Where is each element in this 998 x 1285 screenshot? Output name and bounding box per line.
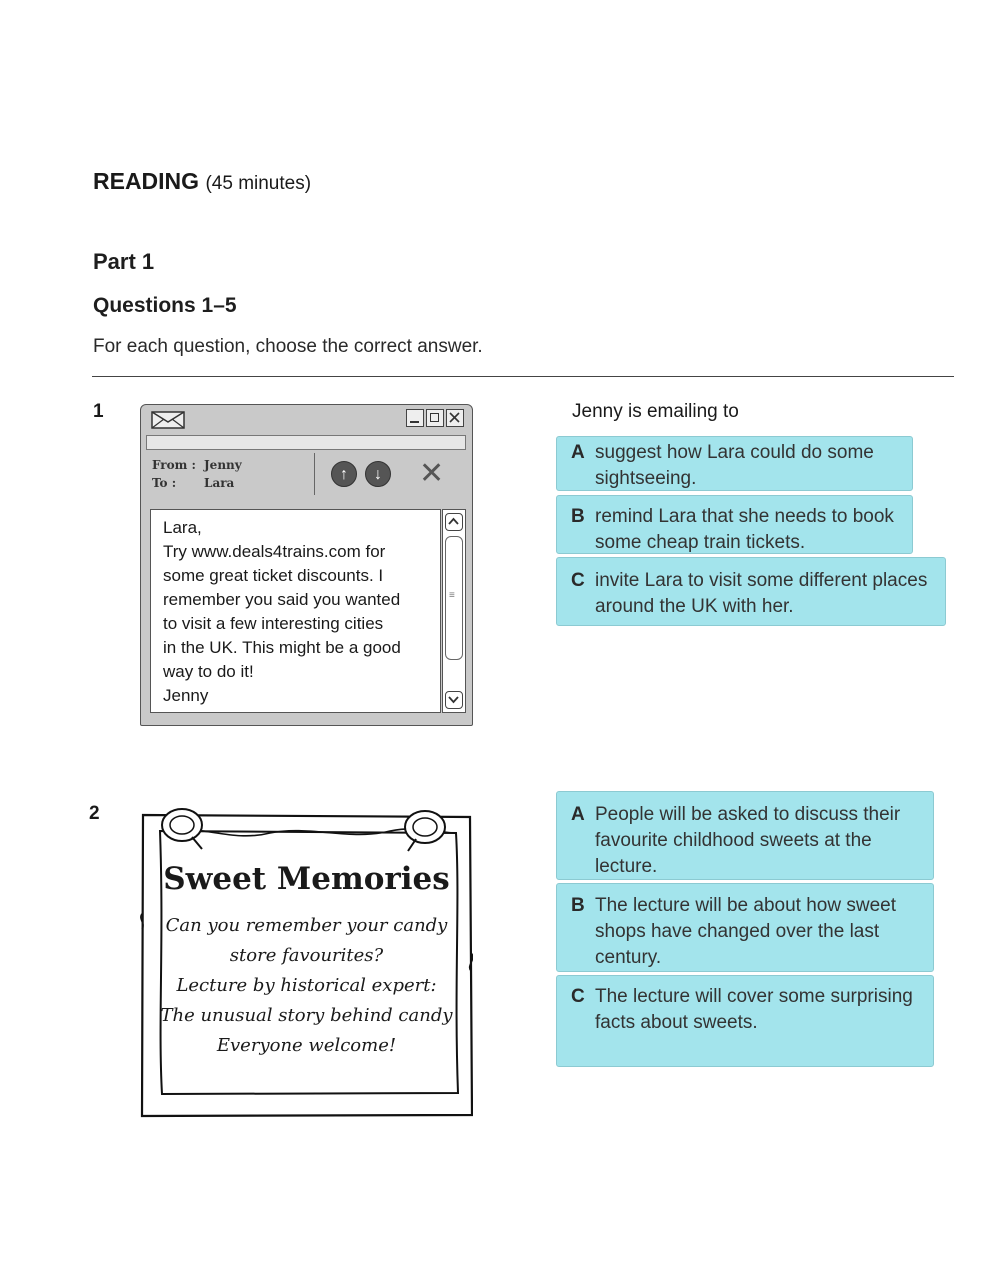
option-line: some cheap train tickets. — [595, 532, 806, 553]
to-value: Lara — [204, 476, 235, 490]
from-value: Jenny — [204, 458, 242, 472]
q1-option-c[interactable] — [556, 557, 946, 626]
notice-poster — [140, 803, 473, 1123]
option-line: century. — [595, 947, 662, 968]
email-address-fields — [146, 453, 304, 495]
option-letter: C — [571, 570, 585, 591]
arrow-up-icon[interactable]: ↑ — [331, 461, 357, 487]
question-number-1: 1 — [93, 401, 104, 422]
scroll-up-icon[interactable] — [445, 513, 463, 531]
window-controls — [406, 409, 464, 427]
email-header — [146, 453, 466, 501]
grip-icon: ≡ — [449, 590, 455, 601]
question-number-2: 2 — [89, 803, 100, 824]
reading-label: READING — [93, 168, 200, 194]
section-title — [93, 168, 311, 195]
notice-line: Lecture by historical expert: — [176, 975, 437, 996]
option-text — [595, 984, 913, 1036]
option-line: facts about sweets. — [595, 1012, 758, 1033]
close-icon[interactable] — [446, 409, 464, 427]
option-letter: B — [571, 506, 585, 527]
part-title: Part 1 — [93, 249, 155, 274]
option-line: invite Lara to visit some different places — [595, 570, 928, 591]
q2-option-c[interactable] — [556, 975, 934, 1067]
notice-title: Sweet Memories — [163, 861, 450, 897]
email-line: way to do it! — [163, 662, 254, 681]
email-scrollbar[interactable] — [442, 509, 466, 713]
email-line: remember you said you wanted — [163, 590, 401, 609]
maximize-icon[interactable] — [426, 409, 444, 427]
option-line: The lecture will cover some surprising — [595, 986, 913, 1007]
option-line: sightseeing. — [595, 468, 697, 489]
option-text — [595, 802, 900, 880]
notice-line: Everyone welcome! — [216, 1035, 397, 1056]
email-message-area — [150, 509, 441, 713]
q1-option-a[interactable] — [556, 436, 913, 491]
option-line: The lecture will be about how sweet — [595, 895, 896, 916]
q2-option-a[interactable] — [556, 791, 934, 880]
option-text — [595, 568, 927, 620]
email-line: in the UK. This might be a good — [163, 638, 401, 657]
notice-line: Can you remember your candy — [165, 915, 448, 936]
option-line: favourite childhood sweets at the — [595, 830, 872, 851]
notice-line: The unusual story behind candy — [160, 1005, 453, 1026]
option-line: around the UK with her. — [595, 596, 794, 617]
option-letter: C — [571, 986, 585, 1007]
instruction-text: For each question, choose the correct answer. — [93, 336, 483, 357]
notice-line: store favourites? — [229, 945, 384, 966]
option-line: lecture. — [595, 856, 658, 877]
email-line: to visit a few interesting cities — [163, 614, 384, 633]
email-line: Lara, — [163, 518, 202, 537]
option-text — [595, 504, 894, 556]
option-line: People will be asked to discuss their — [595, 804, 901, 825]
option-line: remind Lara that she needs to book — [595, 506, 894, 527]
option-letter: A — [571, 442, 585, 463]
q1-option-b[interactable] — [556, 495, 913, 554]
duration-label: (45 minutes) — [205, 173, 312, 194]
email-body — [163, 516, 401, 708]
option-line: shops have changed over the last — [595, 921, 880, 942]
option-letter: A — [571, 804, 585, 825]
minimize-icon[interactable] — [406, 409, 424, 427]
email-window — [140, 404, 473, 726]
option-text — [595, 893, 896, 971]
scroll-thumb[interactable] — [445, 536, 463, 660]
email-toolbar-strip — [146, 435, 466, 450]
to-label: To : — [152, 476, 177, 490]
email-actions — [314, 453, 465, 495]
option-letter: B — [571, 895, 585, 916]
email-line: Jenny — [163, 686, 209, 705]
question-1-prompt: Jenny is emailing to — [572, 401, 739, 422]
email-line: some great ticket discounts. I — [163, 566, 384, 585]
questions-title: Questions 1–5 — [93, 294, 237, 317]
arrow-down-icon[interactable]: ↓ — [365, 461, 391, 487]
divider — [92, 376, 954, 377]
option-line: suggest how Lara could do some — [595, 442, 874, 463]
option-text — [595, 440, 874, 492]
delete-icon[interactable]: ✕ — [419, 456, 445, 491]
scroll-down-icon[interactable] — [445, 691, 463, 709]
email-line: Try www.deals4trains.com for — [163, 542, 386, 561]
from-label: From : — [152, 458, 196, 472]
q2-option-b[interactable] — [556, 883, 934, 972]
email-title-bar — [141, 405, 472, 433]
envelope-icon — [151, 411, 185, 434]
